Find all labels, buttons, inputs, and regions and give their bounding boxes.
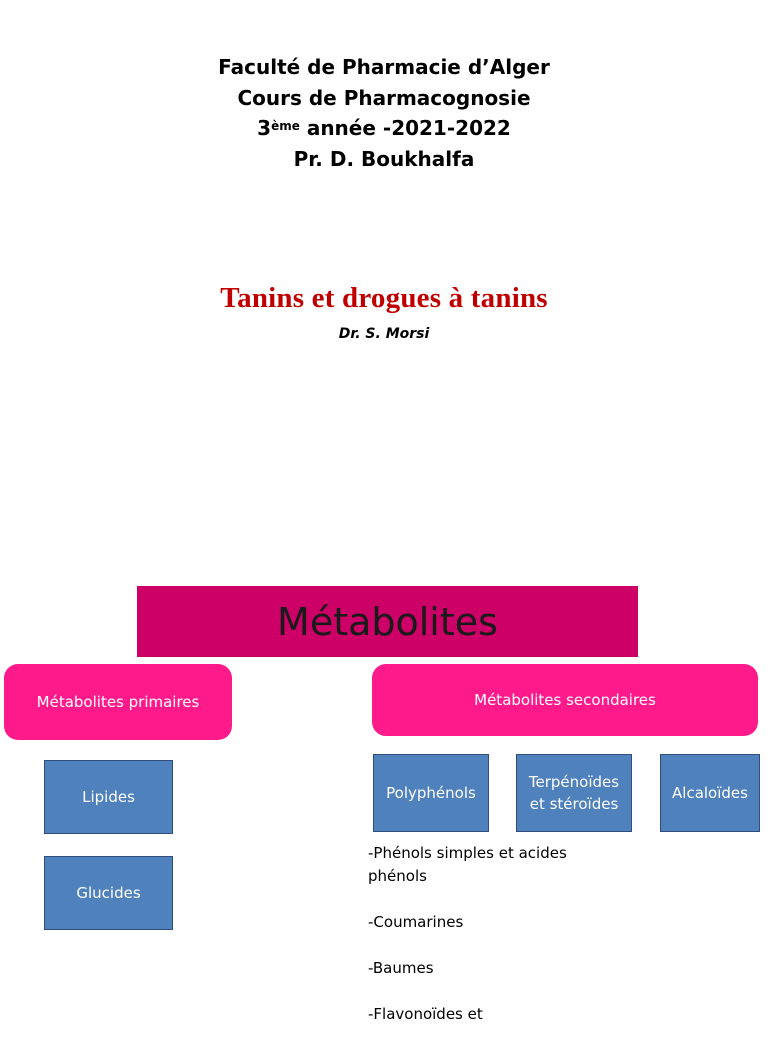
secondary-metabolites-label: Métabolites secondaires [474, 691, 656, 709]
glucides-node [44, 856, 173, 930]
polyphenol-list [368, 842, 568, 1049]
polyphenols-node [373, 754, 489, 832]
metabolites-banner [137, 586, 638, 657]
document-author: Dr. S. Morsi [338, 326, 430, 342]
lipides-node [44, 760, 173, 834]
polyphenols-label: Polyphénols [386, 784, 476, 802]
polyphenol-list-item: -Coumarines [368, 913, 464, 931]
secondary-metabolites-node [372, 664, 758, 736]
polyphenol-list-item: -Flavonoïdes et [368, 1005, 483, 1023]
terpenoides-node [516, 754, 632, 832]
document-header [0, 52, 768, 174]
polyphenol-list-item: -Phénols simples et acides phénols [368, 844, 567, 885]
header-professor: Pr. D. Boukhalfa [293, 146, 475, 171]
header-faculty: Faculté de Pharmacie d’Alger [218, 55, 550, 79]
alcaloides-label: Alcaloïdes [672, 784, 748, 802]
header-year [0, 113, 768, 144]
alcaloides-node [660, 754, 760, 832]
lipides-label: Lipides [82, 788, 135, 806]
header-year-superscript: ème [271, 119, 300, 133]
header-year-text: année -2021-2022 [299, 116, 511, 140]
glucides-label: Glucides [76, 884, 141, 902]
header-year-number: 3 [257, 116, 272, 140]
polyphenol-list-item: -Baumes [368, 959, 434, 977]
primary-metabolites-node [4, 664, 232, 740]
document-title: Tanins et drogues à tanins [220, 282, 548, 314]
terpenoides-label: Terpénoïdes et stéroïdes [528, 773, 620, 813]
primary-metabolites-label: Métabolites primaires [36, 693, 200, 711]
metabolites-banner-label: Métabolites [277, 599, 498, 644]
header-course: Cours de Pharmacognosie [237, 85, 531, 110]
